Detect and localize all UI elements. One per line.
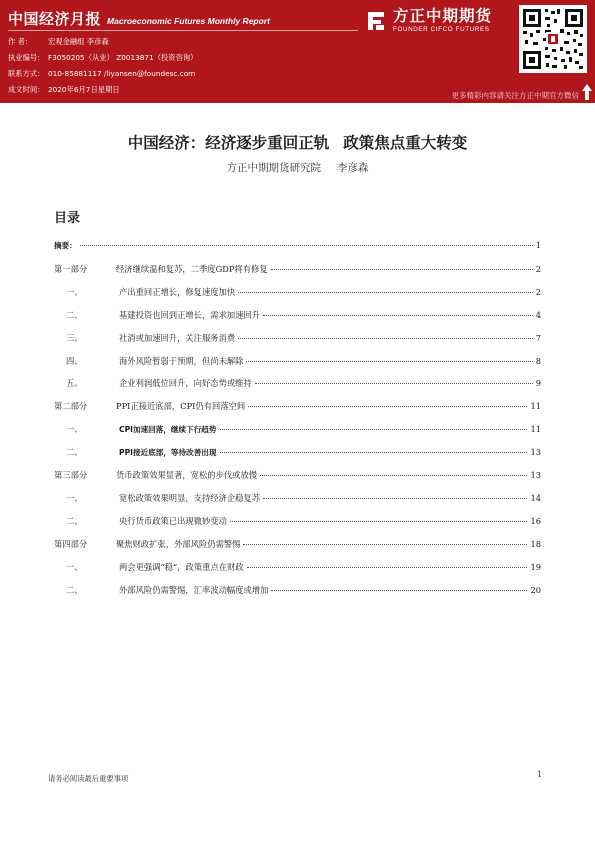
contact-line (8, 69, 195, 79)
toc-leader-dots (230, 521, 528, 522)
toc-entry[interactable] (54, 400, 541, 412)
toc-entry[interactable] (54, 446, 541, 458)
toc-entry-title: 货币政策效果显著，宽松的步伐或放慢 (116, 470, 258, 480)
report-title-cn: 中国经济月报 (8, 10, 102, 28)
toc-entry[interactable] (54, 377, 541, 389)
toc-entry-page: 11 (530, 424, 541, 435)
info-label: 成文时间： (8, 85, 45, 94)
toc-entry-title: 央行货币政策已出现微妙变动 (119, 515, 227, 526)
info-label: 联系方式： (8, 69, 45, 78)
report-title-en: Macroeconomic Futures Monthly Report (107, 16, 270, 26)
toc-leader-dots (255, 383, 533, 384)
toc-entry-page: 7 (535, 332, 541, 343)
toc-entry-number: 二、 (66, 447, 83, 458)
toc-entry-number: 三、 (66, 332, 83, 343)
toc-leader-dots (246, 361, 532, 362)
toc-entry[interactable] (54, 584, 541, 596)
license-line (8, 53, 197, 63)
toc-entry-page: 4 (535, 309, 541, 320)
toc-leader-dots (271, 269, 533, 270)
toc-entry[interactable] (54, 469, 541, 481)
toc-entry[interactable] (54, 423, 541, 435)
toc-entry-page: 14 (530, 492, 541, 503)
toc-leader-dots (247, 567, 528, 568)
toc-leader-dots (263, 498, 527, 499)
document-title-part2: 政策焦点重大转变 (343, 133, 468, 152)
document-org: 方正中期期货研究院 (226, 162, 321, 174)
toc-entry[interactable] (54, 263, 541, 275)
toc-entry-page: 16 (530, 515, 541, 526)
toc-entry[interactable] (54, 561, 541, 573)
toc-entry-page: 13 (530, 447, 541, 458)
author-line (8, 37, 109, 47)
qr-caption: 更多精彩内容请关注方正中期官方微信 (451, 91, 579, 100)
toc-entry-page: 2 (535, 263, 541, 274)
info-value: F3050205（从业） Z0013871（投资咨询） (48, 53, 198, 62)
toc-entry-number: 四、 (66, 355, 83, 366)
toc-entry-page: 19 (530, 561, 541, 572)
toc-leader-dots (220, 429, 528, 430)
info-label: 作 者： (8, 37, 33, 46)
toc-entry-page: 11 (530, 401, 541, 412)
qr-code (519, 5, 587, 73)
logo-name-en: FOUNDER CIFCO FUTURES (393, 26, 490, 33)
toc-entry-title: 摘要： (54, 241, 77, 250)
toc-entry-title: 企业利润低位回升，向好态势或维持 (119, 378, 252, 389)
info-value: 宏观金融组 李彦森 (48, 37, 109, 46)
toc-entry-number: 二、 (66, 515, 83, 526)
toc-entry-number: 一、 (66, 561, 83, 572)
toc-entry-title: 聚焦财政扩张，外部风险仍需警惕 (116, 538, 241, 549)
founder-logo-icon (365, 10, 387, 32)
toc-entry-title: 经济继续温和复苏，二季度GDP将有修复 (116, 263, 268, 274)
report-title-bar (8, 8, 270, 29)
document-author: 李彦森 (337, 162, 369, 174)
info-label: 执业编号： (8, 53, 45, 62)
toc-entry[interactable] (54, 515, 541, 527)
toc-entry-title: PPI接近底部，等待改善出现 (119, 448, 217, 458)
toc-entry[interactable] (54, 332, 541, 344)
page-number: 1 (537, 770, 543, 779)
up-arrow-icon (582, 84, 592, 100)
toc-leader-dots (238, 338, 533, 339)
toc-entry-number: 二、 (66, 309, 83, 320)
toc-entry[interactable] (54, 355, 541, 367)
toc-leader-dots (260, 475, 527, 476)
toc-entry-title: 社消或加速回升，关注服务消费 (119, 332, 236, 343)
toc-entry[interactable] (54, 492, 541, 504)
toc-entry[interactable] (54, 286, 541, 298)
report-header (0, 0, 595, 103)
toc-entry[interactable] (54, 309, 541, 321)
founder-logo (365, 8, 492, 33)
date-line (8, 85, 120, 95)
toc-leader-dots (263, 315, 533, 316)
toc-entry-page: 8 (535, 355, 541, 366)
toc-entry-number: 第二部分 (54, 401, 88, 412)
toc-entry-title: PPI正接近底部，CPI仍有回落空间 (116, 401, 246, 412)
toc-heading: 目录 (54, 211, 81, 226)
toc-entry-page: 13 (530, 470, 541, 480)
toc-leader-dots (248, 406, 527, 407)
toc-entry-title: 宽松政策效果明显，支持经济企稳复苏 (119, 492, 261, 503)
info-value: 2020年6月7日星期日 (48, 85, 120, 94)
toc-leader-dots (238, 292, 533, 293)
logo-name-cn: 方正中期期货 (393, 7, 493, 25)
toc-entry-title: 外部风险仍需警惕，汇率波动幅度或增加 (119, 584, 269, 595)
toc-leader-dots (271, 590, 527, 591)
toc-entry-number: 一、 (66, 286, 83, 297)
document-title (0, 131, 595, 153)
toc-entry-title: 基建投资也回到正增长，需求加速回升 (119, 309, 261, 320)
toc-entry-page: 9 (535, 378, 541, 389)
toc-entry[interactable] (54, 240, 541, 251)
info-value: 010-85881117 /liyansen@foundesc.com (48, 69, 196, 78)
toc-entry[interactable] (54, 538, 541, 550)
toc-entry-number: 二、 (66, 584, 83, 595)
toc-leader-dots (80, 245, 533, 246)
toc-entry-number: 五、 (66, 378, 83, 389)
toc-entry-page: 2 (535, 286, 541, 297)
toc-entry-number: 一、 (66, 424, 83, 435)
toc-entry-number: 一、 (66, 492, 83, 503)
toc-entry-title: 海外风险暂弱于预期，但尚未解除 (119, 355, 244, 366)
toc-entry-page: 18 (530, 538, 541, 549)
toc-entry-number: 第四部分 (54, 538, 88, 549)
toc-entry-title: CPI加速回落，继续下行趋势 (119, 425, 217, 435)
document-byline (0, 160, 595, 175)
toc-entry-number: 第一部分 (54, 263, 88, 274)
toc-leader-dots (220, 452, 528, 453)
disclaimer-note: 请务必阅读最后重要事项 (48, 774, 129, 783)
toc-entry-page: 20 (530, 584, 541, 595)
toc-entry-title: 两会更强调“稳”，政策重点在财政 (119, 561, 244, 572)
toc-entry-title: 产出重回正增长，修复速度加快 (119, 286, 236, 297)
toc-entry-page: 1 (535, 240, 541, 250)
document-title-part1: 中国经济：经济逐步重回正轨 (127, 133, 330, 152)
header-divider (8, 30, 358, 31)
toc-leader-dots (243, 544, 527, 545)
toc-entry-number: 第三部分 (54, 470, 88, 480)
